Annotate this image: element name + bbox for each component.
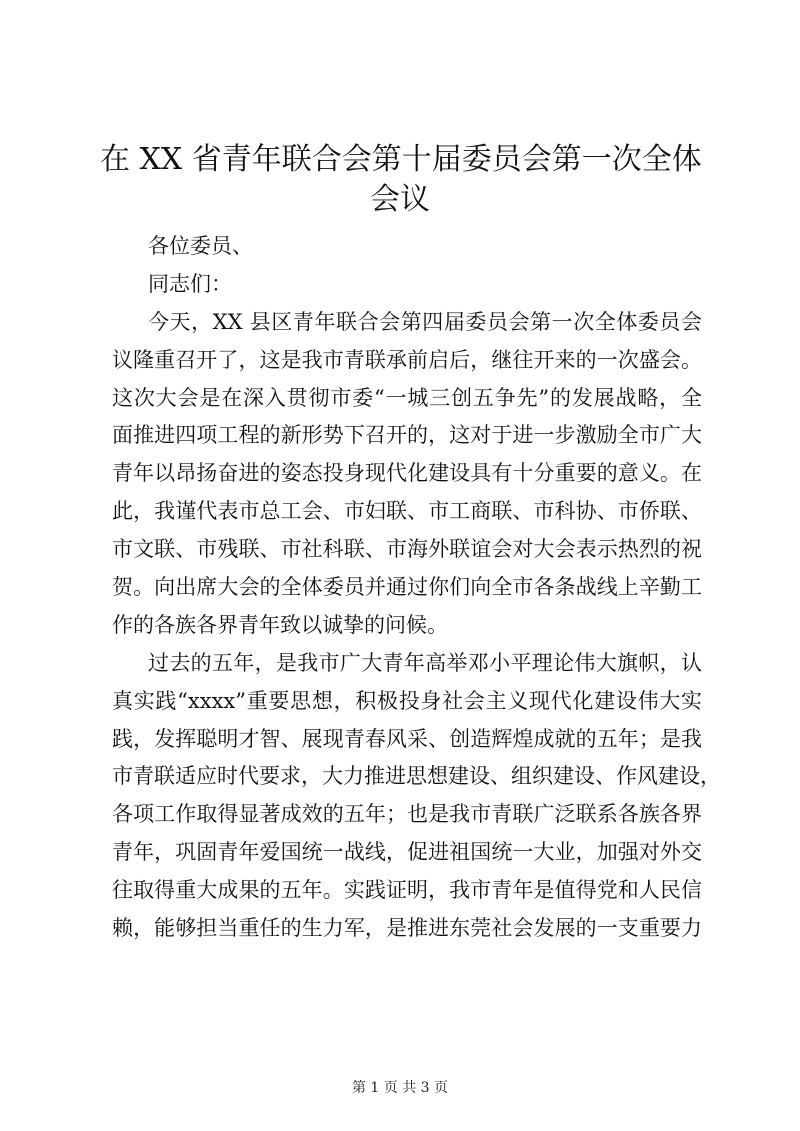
document-title	[100, 140, 700, 220]
paragraph-line: 贺。向出席大会的全体委员并通过你们向全市各条战线上辛勤工	[112, 575, 702, 600]
paragraph-1	[112, 304, 702, 645]
paragraph-line: 各项工作取得显著成效的五年；也是我市青联广泛联系各族各界	[112, 802, 702, 827]
paragraph-line: 议隆重召开了，这是我市青联承前启后，继往开来的一次盛会。	[112, 347, 702, 372]
page-footer	[0, 1077, 800, 1097]
paragraph-line: 赖，能够担当重任的生力军，是推进东莞社会发展的一支重要力	[112, 916, 702, 941]
paragraph-line: 青年，巩固青年爱国统一战线，促进祖国统一大业，加强对外交	[112, 840, 702, 865]
paragraph-line: 践，发挥聪明才智、展现青春风采、创造辉煌成就的五年；是我	[112, 726, 702, 751]
paragraph-line: 市青联适应时代要求，大力推进思想建设、组织建设、作风建设，	[112, 764, 721, 789]
paragraph-2	[112, 645, 721, 948]
paragraph-line: 青年以昂扬奋进的姿态投身现代化建设具有十分重要的意义。在	[112, 461, 702, 486]
title-line-2: 会议	[370, 182, 430, 217]
document-body	[112, 228, 721, 948]
paragraph-line: 真实践“xxxx”重要思想，积极投身社会主义现代化建设伟大实	[112, 688, 702, 713]
page-number: 第 1 页 共 3 页	[351, 1080, 449, 1096]
paragraph-line: 这次大会是在深入贯彻市委“一城三创五争先”的发展战略，全	[112, 385, 702, 410]
paragraph-line: 今天，XX 县区青年联合会第四届委员会第一次全体委员会	[148, 309, 702, 334]
paragraph-line: 往取得重大成果的五年。实践证明，我市青年是值得党和人民信	[112, 878, 702, 903]
paragraph-line: 作的各族各界青年致以诚挚的问候。	[112, 612, 448, 637]
salutation-line: 各位委员、	[148, 234, 253, 258]
paragraph-line: 过去的五年，是我市广大青年高举邓小平理论伟大旗帜，认	[148, 650, 702, 675]
title-line-1: 在 XX 省青年联合会第十届委员会第一次全体	[100, 142, 702, 177]
salutation-line: 同志们：	[148, 271, 232, 296]
paragraph-line: 市文联、市残联、市社科联、市海外联谊会对大会表示热烈的祝	[112, 537, 702, 562]
paragraph-line: 面推进四项工程的新形势下召开的，这对于进一步激励全市广大	[112, 423, 702, 448]
paragraph-line: 此，我谨代表市总工会、市妇联、市工商联、市科协、市侨联、	[112, 499, 702, 524]
